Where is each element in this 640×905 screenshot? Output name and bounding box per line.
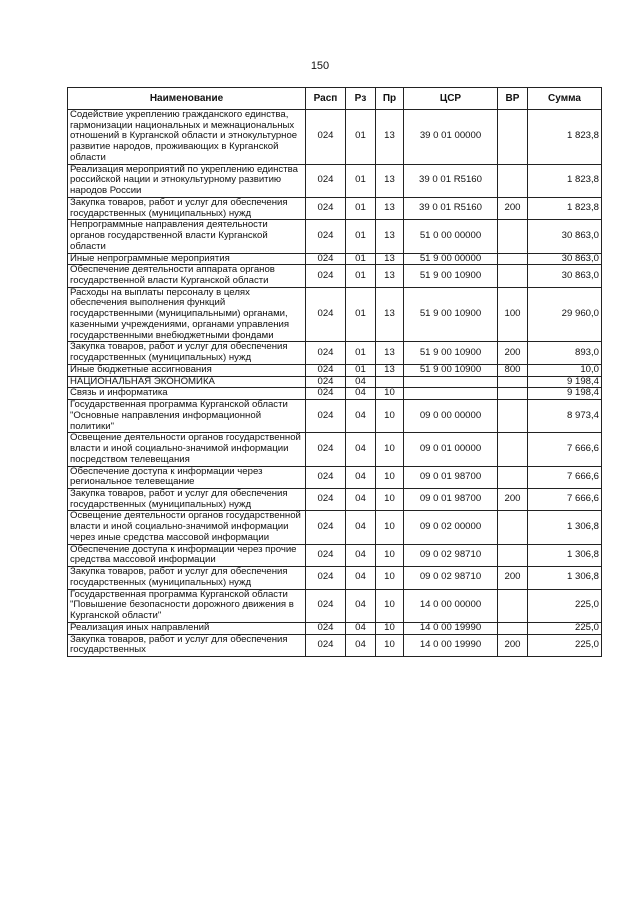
cell-sum: 1 306,8 — [528, 511, 602, 544]
cell-rasp: 024 — [306, 376, 346, 388]
cell-pr: 10 — [376, 466, 404, 488]
cell-name: Иные бюджетные ассигнования — [68, 364, 306, 376]
cell-vr — [498, 466, 528, 488]
cell-rasp: 024 — [306, 567, 346, 589]
cell-sum: 1 823,8 — [528, 197, 602, 219]
cell-csr: 39 0 01 R5160 — [404, 164, 498, 197]
cell-vr — [498, 164, 528, 197]
cell-csr: 14 0 00 19990 — [404, 634, 498, 656]
cell-csr — [404, 388, 498, 400]
cell-rz: 04 — [346, 433, 376, 466]
cell-sum: 10,0 — [528, 364, 602, 376]
cell-name: Реализация иных направлений — [68, 622, 306, 634]
cell-sum: 225,0 — [528, 622, 602, 634]
cell-vr: 200 — [498, 342, 528, 364]
cell-rz: 04 — [346, 567, 376, 589]
cell-csr: 51 9 00 10900 — [404, 287, 498, 342]
cell-csr: 14 0 00 00000 — [404, 589, 498, 622]
cell-vr — [498, 265, 528, 287]
cell-name: Непрограммные направления деятельности органов государственной власти Курганской области — [68, 220, 306, 253]
cell-pr: 10 — [376, 488, 404, 510]
cell-rasp: 024 — [306, 622, 346, 634]
cell-rasp: 024 — [306, 164, 346, 197]
cell-pr: 10 — [376, 622, 404, 634]
cell-name: Иные непрограммные мероприятия — [68, 253, 306, 265]
cell-rasp: 024 — [306, 364, 346, 376]
table-row — [68, 287, 602, 342]
cell-vr: 200 — [498, 567, 528, 589]
cell-csr: 39 0 01 00000 — [404, 110, 498, 165]
cell-csr: 39 0 01 R5160 — [404, 197, 498, 219]
cell-rasp: 024 — [306, 433, 346, 466]
cell-rz: 04 — [346, 544, 376, 566]
cell-pr: 10 — [376, 544, 404, 566]
cell-rasp: 024 — [306, 253, 346, 265]
cell-name: Закупка товаров, работ и услуг для обеспечения государственных — [68, 634, 306, 656]
cell-vr: 200 — [498, 634, 528, 656]
cell-vr — [498, 400, 528, 433]
cell-rz: 04 — [346, 622, 376, 634]
cell-rasp: 024 — [306, 388, 346, 400]
table-row — [68, 364, 602, 376]
cell-csr: 09 0 01 98700 — [404, 466, 498, 488]
table-row — [68, 511, 602, 544]
cell-pr: 13 — [376, 197, 404, 219]
cell-csr: 09 0 00 00000 — [404, 400, 498, 433]
cell-sum: 8 973,4 — [528, 400, 602, 433]
cell-rz: 01 — [346, 197, 376, 219]
table-row — [68, 589, 602, 622]
cell-vr — [498, 253, 528, 265]
header-pr: Пр — [376, 88, 404, 110]
cell-rz: 01 — [346, 110, 376, 165]
cell-rz: 04 — [346, 634, 376, 656]
table-row — [68, 197, 602, 219]
cell-sum: 9 198,4 — [528, 388, 602, 400]
table-row — [68, 488, 602, 510]
cell-rasp: 024 — [306, 589, 346, 622]
cell-csr: 09 0 01 98700 — [404, 488, 498, 510]
cell-sum: 225,0 — [528, 589, 602, 622]
cell-name: Закупка товаров, работ и услуг для обеспечения государственных (муниципальных) нужд — [68, 197, 306, 219]
cell-name: Содействие укреплению гражданского единства, гармонизации национальных и межнациональных отношений в Курганской области и этнокультурное развитие народов, проживающих в Курганской области — [68, 110, 306, 165]
cell-csr: 51 9 00 10900 — [404, 265, 498, 287]
table-row — [68, 622, 602, 634]
cell-vr — [498, 622, 528, 634]
cell-rasp: 024 — [306, 342, 346, 364]
cell-name: Государственная программа Курганской области "Повышение безопасности дорожного движения в Курганской области" — [68, 589, 306, 622]
cell-rz: 04 — [346, 466, 376, 488]
table-row — [68, 164, 602, 197]
cell-vr — [498, 110, 528, 165]
cell-vr — [498, 544, 528, 566]
cell-rz: 01 — [346, 253, 376, 265]
header-rz: Рз — [346, 88, 376, 110]
cell-name: Обеспечение доступа к информации через региональное телевещание — [68, 466, 306, 488]
cell-rz: 01 — [346, 220, 376, 253]
cell-name: Закупка товаров, работ и услуг для обеспечения государственных (муниципальных) нужд — [68, 488, 306, 510]
header-sum: Сумма — [528, 88, 602, 110]
table-row — [68, 265, 602, 287]
cell-name: Освещение деятельности органов государственной власти и иной социально-значимой информации через иные средства массовой информации — [68, 511, 306, 544]
cell-rz: 04 — [346, 376, 376, 388]
cell-rasp: 024 — [306, 488, 346, 510]
cell-vr — [498, 511, 528, 544]
cell-name: Реализация мероприятий по укреплению единства российской нации и этнокультурному развитию народов России — [68, 164, 306, 197]
cell-sum: 893,0 — [528, 342, 602, 364]
cell-csr: 09 0 02 00000 — [404, 511, 498, 544]
page-number: 150 — [310, 60, 330, 72]
cell-rasp: 024 — [306, 110, 346, 165]
cell-pr: 10 — [376, 634, 404, 656]
cell-rasp: 024 — [306, 634, 346, 656]
cell-sum: 225,0 — [528, 634, 602, 656]
cell-pr — [376, 376, 404, 388]
cell-vr: 200 — [498, 197, 528, 219]
table-header-row — [68, 88, 602, 110]
cell-sum: 1 306,8 — [528, 544, 602, 566]
cell-name: Освещение деятельности органов государственной власти и иной социально-значимой информации посредством телевещания — [68, 433, 306, 466]
cell-rasp: 024 — [306, 287, 346, 342]
cell-pr: 10 — [376, 589, 404, 622]
cell-pr: 13 — [376, 364, 404, 376]
cell-rasp: 024 — [306, 400, 346, 433]
cell-sum: 7 666,6 — [528, 488, 602, 510]
table-row — [68, 110, 602, 165]
table-row — [68, 567, 602, 589]
cell-rasp: 024 — [306, 466, 346, 488]
cell-rasp: 024 — [306, 265, 346, 287]
cell-sum: 30 863,0 — [528, 220, 602, 253]
table-row — [68, 388, 602, 400]
cell-rz: 04 — [346, 511, 376, 544]
cell-rz: 01 — [346, 164, 376, 197]
cell-csr: 09 0 02 98710 — [404, 544, 498, 566]
cell-pr: 10 — [376, 567, 404, 589]
table-row — [68, 400, 602, 433]
cell-rz: 04 — [346, 400, 376, 433]
cell-sum: 1 823,8 — [528, 110, 602, 165]
cell-rz: 01 — [346, 342, 376, 364]
budget-table — [67, 87, 602, 657]
cell-rz: 04 — [346, 388, 376, 400]
cell-name: Обеспечение деятельности аппарата органов государственной власти Курганской области — [68, 265, 306, 287]
cell-pr: 10 — [376, 388, 404, 400]
cell-sum: 30 863,0 — [528, 253, 602, 265]
cell-rz: 04 — [346, 488, 376, 510]
cell-vr — [498, 220, 528, 253]
cell-vr — [498, 589, 528, 622]
table-body — [68, 110, 602, 657]
cell-csr — [404, 376, 498, 388]
cell-rz: 01 — [346, 364, 376, 376]
table-row — [68, 220, 602, 253]
table-row — [68, 253, 602, 265]
cell-pr: 13 — [376, 164, 404, 197]
table-row — [68, 376, 602, 388]
cell-sum: 9 198,4 — [528, 376, 602, 388]
cell-csr: 51 0 00 00000 — [404, 220, 498, 253]
cell-vr — [498, 388, 528, 400]
cell-pr: 13 — [376, 287, 404, 342]
cell-sum: 7 666,6 — [528, 466, 602, 488]
cell-pr: 13 — [376, 253, 404, 265]
cell-pr: 10 — [376, 400, 404, 433]
cell-pr: 10 — [376, 511, 404, 544]
cell-rz: 04 — [346, 589, 376, 622]
cell-sum: 7 666,6 — [528, 433, 602, 466]
cell-csr: 51 9 00 00000 — [404, 253, 498, 265]
cell-csr: 51 9 00 10900 — [404, 342, 498, 364]
cell-pr: 10 — [376, 433, 404, 466]
cell-csr: 09 0 01 00000 — [404, 433, 498, 466]
table-row — [68, 544, 602, 566]
cell-name: Расходы на выплаты персоналу в целях обеспечения выполнения функций государственными (муниципальными) органами, казенными учреждениями, органами управления государственными внебюджетными фондами — [68, 287, 306, 342]
header-name: Наименование — [68, 88, 306, 110]
cell-sum: 29 960,0 — [528, 287, 602, 342]
cell-csr: 14 0 00 19990 — [404, 622, 498, 634]
cell-pr: 13 — [376, 110, 404, 165]
cell-rasp: 024 — [306, 220, 346, 253]
cell-sum: 1 306,8 — [528, 567, 602, 589]
header-vr: ВР — [498, 88, 528, 110]
header-rasp: Расп — [306, 88, 346, 110]
cell-name: Закупка товаров, работ и услуг для обеспечения государственных (муниципальных) нужд — [68, 567, 306, 589]
cell-rasp: 024 — [306, 544, 346, 566]
cell-rasp: 024 — [306, 197, 346, 219]
cell-pr: 13 — [376, 220, 404, 253]
cell-csr: 51 9 00 10900 — [404, 364, 498, 376]
table-row — [68, 634, 602, 656]
cell-rz: 01 — [346, 265, 376, 287]
cell-pr: 13 — [376, 342, 404, 364]
cell-sum: 1 823,8 — [528, 164, 602, 197]
cell-name: Закупка товаров, работ и услуг для обеспечения государственных (муниципальных) нужд — [68, 342, 306, 364]
cell-csr: 09 0 02 98710 — [404, 567, 498, 589]
cell-vr: 200 — [498, 488, 528, 510]
cell-name: Связь и информатика — [68, 388, 306, 400]
cell-name: Государственная программа Курганской области "Основные направления информационной политики" — [68, 400, 306, 433]
cell-vr — [498, 376, 528, 388]
header-csr: ЦСР — [404, 88, 498, 110]
table-row — [68, 466, 602, 488]
cell-vr: 800 — [498, 364, 528, 376]
cell-pr: 13 — [376, 265, 404, 287]
cell-vr — [498, 433, 528, 466]
cell-name: Обеспечение доступа к информации через прочие средства массовой информации — [68, 544, 306, 566]
table-row — [68, 342, 602, 364]
cell-name: НАЦИОНАЛЬНАЯ ЭКОНОМИКА — [68, 376, 306, 388]
cell-vr: 100 — [498, 287, 528, 342]
cell-rz: 01 — [346, 287, 376, 342]
table-row — [68, 433, 602, 466]
cell-sum: 30 863,0 — [528, 265, 602, 287]
cell-rasp: 024 — [306, 511, 346, 544]
